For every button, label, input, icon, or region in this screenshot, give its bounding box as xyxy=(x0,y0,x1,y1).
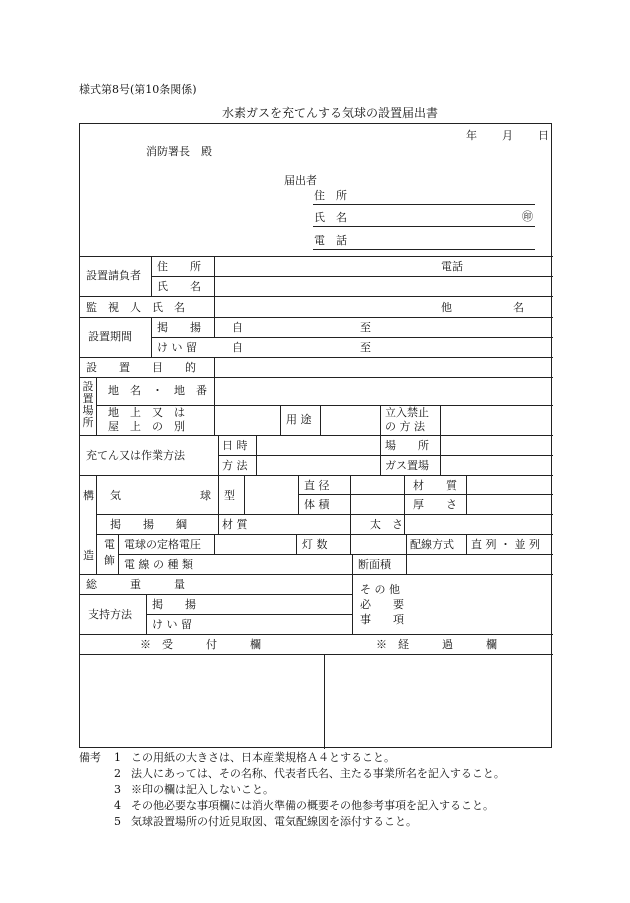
wire-type-label: 電 線 の 種 類 xyxy=(124,558,193,571)
rule xyxy=(320,405,321,435)
support-raise-label: 掲 揚 xyxy=(152,598,196,611)
supervisor-label: 監 視 人 氏 名 xyxy=(86,301,185,314)
rope-material-label: 材 質 xyxy=(222,518,248,531)
rule xyxy=(118,554,553,555)
rule xyxy=(324,654,325,749)
structure-label-2: 造 xyxy=(83,549,94,562)
filer-address-label: 住 所 xyxy=(314,189,347,202)
rule xyxy=(404,514,405,534)
other-label-1: そ の 他 xyxy=(360,583,400,596)
place-label: 場 所 xyxy=(385,439,429,452)
rule xyxy=(218,435,219,475)
note-number: 5 xyxy=(114,815,121,828)
rule xyxy=(146,614,352,615)
rule xyxy=(118,534,119,574)
rule xyxy=(96,514,553,515)
rule xyxy=(380,435,381,475)
other-label-2: 必 要 xyxy=(360,598,404,611)
rule xyxy=(80,377,553,378)
diameter-label: 直 径 xyxy=(304,479,330,492)
ground-or-roof-1: 地 上 又 は xyxy=(108,406,185,419)
thickness-label: 厚 さ xyxy=(413,498,457,511)
use-label: 用 途 xyxy=(286,413,312,426)
note-text: 気球設置場所の付近見取図、電気配線図を添付すること。 xyxy=(131,815,417,828)
rule xyxy=(244,475,245,514)
fill-method-label: 充てん又は作業方法 xyxy=(86,449,185,462)
ground-or-roof-2: 屋 上 の 別 xyxy=(108,420,185,433)
note-text: この用紙の大きさは、日本産業規格Ａ４とすること。 xyxy=(131,751,395,764)
supervisor-count-unit: 名 xyxy=(513,301,524,314)
rule xyxy=(406,554,407,574)
addressee: 消防署長 殿 xyxy=(146,145,212,158)
rule xyxy=(80,654,553,655)
progress-header: ※ 経 過 欄 xyxy=(376,638,497,651)
rule xyxy=(151,317,152,357)
period-to-2: 至 xyxy=(360,341,371,354)
note-text: その他必要な事項欄には消火準備の概要その他参考事項を記入すること。 xyxy=(131,799,494,812)
no-entry-1: 立入禁止 xyxy=(385,406,429,419)
rule xyxy=(350,475,351,534)
rule xyxy=(80,475,553,476)
period-moor-label: け い 留 xyxy=(157,341,197,354)
balloon-label-1: 気 xyxy=(110,489,121,502)
rule xyxy=(218,514,219,534)
rule xyxy=(466,534,467,554)
cross-section-label: 断面積 xyxy=(358,558,391,571)
note-number: 3 xyxy=(114,783,121,796)
application-form xyxy=(79,123,552,748)
note-number: 4 xyxy=(114,799,121,812)
rule xyxy=(466,475,467,514)
note-text: ※印の欄は記入しないこと。 xyxy=(131,783,274,796)
note-number: 1 xyxy=(114,751,121,764)
rule xyxy=(280,405,281,435)
rated-voltage-label: 電球の定格電圧 xyxy=(124,538,201,551)
decoration-label-2: 飾 xyxy=(104,554,115,567)
note-number: 2 xyxy=(114,767,121,780)
rule xyxy=(256,435,257,475)
rule xyxy=(440,405,441,475)
period-raise-label: 掲 揚 xyxy=(157,321,201,334)
purpose-label: 設 置 目 的 xyxy=(86,361,196,374)
type-label: 型 xyxy=(224,489,235,502)
rule xyxy=(218,455,553,456)
support-moor-label: け い 留 xyxy=(152,618,192,631)
rule xyxy=(96,534,553,535)
rule xyxy=(298,475,299,514)
rule xyxy=(404,475,405,514)
total-weight-label: 総 重 量 xyxy=(86,578,185,591)
no-entry-2: の 方 法 xyxy=(385,420,425,433)
note-text: 法人にあっては、その名称、代表者氏名、主たる事業所名を記入すること。 xyxy=(131,767,505,780)
contractor-phone-label: 電話 xyxy=(441,260,463,273)
filer-phone-label: 電 話 xyxy=(314,234,347,247)
form-number: 様式第8号(第10条関係) xyxy=(79,83,197,96)
date-day: 日 xyxy=(538,129,549,142)
rope-width-label: 太 さ xyxy=(370,518,403,531)
rule xyxy=(80,296,553,297)
filer-label: 届出者 xyxy=(284,174,317,187)
rule xyxy=(352,554,353,634)
seal-mark: ㊞ xyxy=(522,210,533,223)
rule xyxy=(80,634,553,635)
contractor-label: 設置請負者 xyxy=(86,269,141,282)
rule xyxy=(96,475,97,574)
datetime-label: 日 時 xyxy=(222,439,248,452)
rule xyxy=(80,594,352,595)
rule xyxy=(96,377,97,435)
gas-storage-label: ガス置場 xyxy=(385,459,429,472)
supervisor-others: 他 xyxy=(441,301,452,314)
reception-header: ※ 受 付 欄 xyxy=(140,638,261,651)
date-month: 月 xyxy=(502,129,513,142)
contractor-name-label: 氏 名 xyxy=(157,280,201,293)
filer-phone-line[interactable] xyxy=(313,249,535,250)
notes-label: 備考 xyxy=(79,751,101,764)
rule xyxy=(350,534,351,554)
form-title: 水素ガスを充てんする気球の設置届出書 xyxy=(222,106,439,120)
rule xyxy=(214,256,215,337)
site-label: 設 置 場 所 xyxy=(82,380,94,429)
balloon-label-2: 球 xyxy=(200,489,211,502)
other-label-3: 事 項 xyxy=(360,613,404,626)
rule xyxy=(80,574,553,575)
wiring-label: 配線方式 xyxy=(410,538,454,551)
rope-label: 掲 揚 綱 xyxy=(110,518,187,531)
rule xyxy=(80,357,553,358)
structure-label-1: 構 xyxy=(83,489,94,502)
rule xyxy=(214,357,215,435)
material-label: 材 質 xyxy=(413,479,457,492)
wiring-options: 直 列 ・ 並 列 xyxy=(471,538,540,551)
rule xyxy=(218,475,219,514)
date-year: 年 xyxy=(466,129,477,142)
contractor-address-label: 住 所 xyxy=(157,260,201,273)
period-from-1: 自 xyxy=(232,321,243,334)
rule xyxy=(151,276,553,277)
rule xyxy=(406,534,407,554)
method-label: 方 法 xyxy=(222,459,248,472)
support-label: 支持方法 xyxy=(88,608,132,621)
rule xyxy=(151,337,553,338)
rule xyxy=(298,494,553,495)
rule xyxy=(146,594,147,634)
decoration-label-1: 電 xyxy=(104,538,115,551)
rule xyxy=(214,534,215,554)
filer-name-label: 氏 名 xyxy=(314,211,347,224)
filer-name-line[interactable] xyxy=(313,226,535,227)
filer-address-line[interactable] xyxy=(313,204,535,205)
bulb-count-label: 灯 数 xyxy=(302,538,328,551)
period-to-1: 至 xyxy=(360,321,371,334)
period-label: 設置期間 xyxy=(88,330,132,343)
period-from-2: 自 xyxy=(232,341,243,354)
rule xyxy=(80,435,553,436)
rule xyxy=(296,534,297,554)
site-address-label: 地 名 ・ 地 番 xyxy=(108,384,207,397)
rule xyxy=(151,256,152,296)
rule xyxy=(380,405,381,435)
volume-label: 体 積 xyxy=(304,498,330,511)
